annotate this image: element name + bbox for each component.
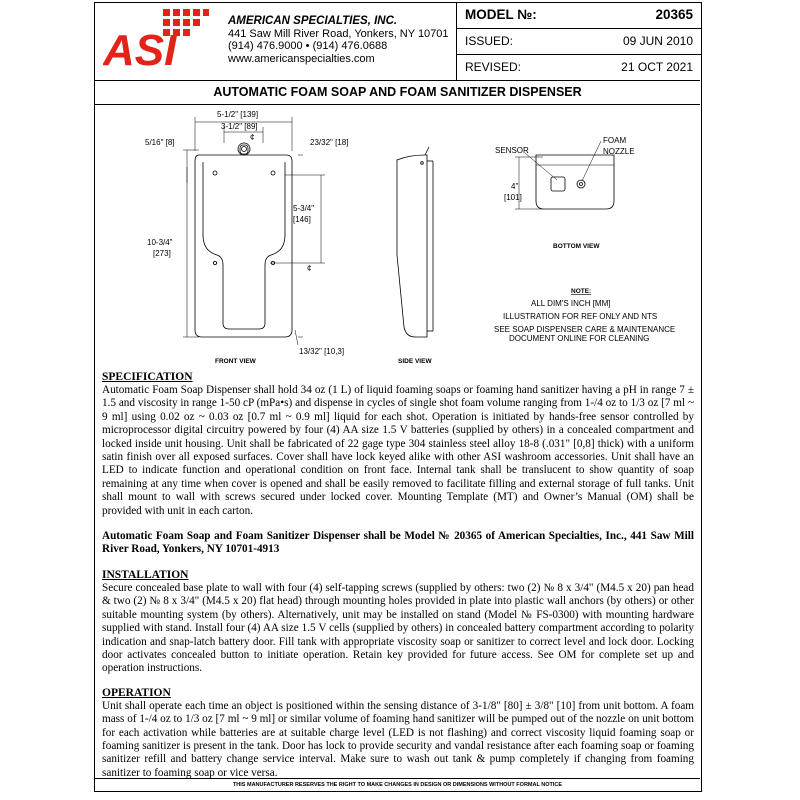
note-line-2: ILLUSTRATION FOR REF ONLY AND NTS bbox=[503, 312, 658, 321]
model-label: MODEL №: bbox=[465, 7, 537, 22]
specification-heading: SPECIFICATION bbox=[102, 371, 193, 383]
side-view bbox=[397, 147, 433, 337]
specification-body: Automatic Foam Soap Dispenser shall hold 34 oz (1 L) of liquid foaming soaps or foaming hand sanitizer having a pH in range 7 ± 1.5 and viscosity in range 1-50 cP (mPa•s) and dispense in cycles of single shot foam volume ranging from 1-/4 oz to 1/3 oz [7 ml ~ 9 ml] using 0.02 oz ~ 0.03 oz [0.7 ml ~ 0.9 ml] liquid for each shot. Operation is initiated by hands-free sensor controlled by microprocessor digital circuitry powered by four (4) AA size 1.5 V batteries (supplied by others) in a concealed compartment and locked inside unit housing. Unit shall be fabricated of 22 gage type 304 stainless steel alloy 18-8 (.031" [0,8] thick) with a uniform satin finish over all exposed surfaces. Cover shall have lock keyed alike with other ASI washroom accessories. Unit shall have an LED to indicate function and operational condition on front face. Internal tank shall be translucent to show quantity of soap remaining at any time when cover is opened and shall be easily removed to facilitate filling and external storage of full tanks. Unit shall mount to wall with screws secured under locked cover. Mounting Template (MT) and Owner’s Manual (OM) shall be provided with unit in each carton. bbox=[102, 384, 694, 517]
note-heading: NOTE: bbox=[571, 288, 592, 295]
note-line-1: ALL DIM'S INCH [MM] bbox=[531, 299, 611, 308]
front-dim-mid-b: [146] bbox=[293, 215, 311, 224]
front-view bbox=[183, 117, 325, 345]
front-view-label: FRONT VIEW bbox=[215, 358, 256, 365]
note-line-3: SEE SOAP DISPENSER CARE & MAINTENANCE bbox=[494, 325, 676, 334]
company-address: 441 Saw Mill River Road, Yonkers, NY 10701 bbox=[228, 27, 449, 40]
front-dim-height-b: [273] bbox=[153, 249, 171, 258]
bottom-view bbox=[515, 141, 614, 209]
issued-row bbox=[457, 29, 701, 55]
operation-heading: OPERATION bbox=[102, 686, 171, 699]
bottom-view-label: BOTTOM VIEW bbox=[553, 243, 600, 250]
body-text bbox=[102, 371, 694, 780]
logo-text: ASI bbox=[103, 26, 177, 69]
technical-drawing bbox=[95, 105, 700, 373]
model-row bbox=[457, 3, 701, 29]
company-phone: (914) 476.9000 • (914) 476.0688 bbox=[228, 40, 388, 52]
spec-sheet bbox=[94, 2, 702, 792]
company-name: AMERICAN SPECIALTIES, INC. bbox=[228, 15, 398, 27]
bottom-dim-a: 4" bbox=[511, 182, 519, 191]
company-block bbox=[228, 15, 449, 65]
front-dim-bottom: 13/32" [10,3] bbox=[299, 347, 345, 356]
note-line-4: DOCUMENT ONLINE FOR CLEANING bbox=[509, 334, 650, 343]
asi-logo bbox=[103, 9, 209, 69]
centerline-mark-1: ¢ bbox=[250, 133, 255, 142]
centerline-mark-2: ¢ bbox=[307, 264, 312, 273]
header bbox=[95, 3, 700, 81]
revised-value: 21 OCT 2021 bbox=[621, 60, 693, 74]
revised-row bbox=[457, 55, 701, 80]
foam-label-2: NOZZLE bbox=[603, 147, 635, 156]
company-website: www.americanspecialties.com bbox=[228, 52, 375, 65]
foam-label-1: FOAM bbox=[603, 136, 627, 145]
front-dim-mid-a: 5-3/4" bbox=[293, 204, 315, 213]
model-info-box bbox=[456, 3, 701, 80]
issued-value: 09 JUN 2010 bbox=[622, 34, 693, 48]
front-dim-top-right: 23/32" [18] bbox=[310, 138, 349, 147]
model-statement: Automatic Foam Soap and Foam Sanitizer Dispenser shall be Model № 20365 of American Specialties, Inc., 441 Saw Mill River Road, Yonkers, NY 10701-4913 bbox=[102, 530, 694, 556]
installation-heading: INSTALLATION bbox=[102, 568, 189, 581]
side-view-label: SIDE VIEW bbox=[398, 358, 432, 365]
operation-body: Unit shall operate each time an object is positioned within the sensing distance of 3-1/8" [80] ± 3/8" [10] from unit bottom. A foam mass of 1-/4 oz to 1/3 oz [7 ml ~ 9 ml] or similar volume of foaming hand sanitizer will be pumped out of the nozzle on unit bottom for each activation while batteries are at suitable charge level (LED is not flashing) and correct viscosity liquid foaming soap or foaming sanitizer is present in the tank. Door has lock to provide security and vandal resistance after each foaming soap or foaming sanitizer refill and battery change service interval. Make sure to wash out tank & pump completely if changing from foaming sanitizer to foaming soap or vice versa. bbox=[102, 699, 694, 779]
revised-label: REVISED: bbox=[465, 60, 522, 74]
installation-body: Secure concealed base plate to wall with four (4) self-tapping screws (supplied by others: two (2) № 8 x 3/4" (M4.5 x 20) pan head & two (2) № 8 x 3/4" (M4.5 x 20) flat head) through mounting holes provided in plate into plastic wall anchors (by others) or other suitable mounting system (by others). Alternatively, unit may be installed on stand (Model № FS-0300) with mounting hardware supplied with stand. Install four (4) AA size 1.5 V cells (supplied by others) in concealed battery compartment according to polarity indication and snap-latch battery door. Fill tank with appropriate viscosity soap or sanitizer to correct level and lock door. Locking door activates concealed button to initiate operation. Retain key provided for future access. See OM for complete set up and operation instructions. bbox=[102, 581, 694, 675]
sensor-label: SENSOR bbox=[495, 146, 529, 155]
front-dim-height-a: 10-3/4" bbox=[147, 238, 173, 247]
front-dim-width-inner: 3-1/2" [89] bbox=[221, 122, 258, 131]
document-title: AUTOMATIC FOAM SOAP AND FOAM SANITIZER DISPENSER bbox=[95, 80, 700, 105]
front-dim-top-left: 5/16" [8] bbox=[145, 138, 175, 147]
footer-disclaimer: THIS MANUFACTURER RESERVES THE RIGHT TO MAKE CHANGES IN DESIGN OR DIMENSIONS WITHOUT FORMAL NOTICE bbox=[95, 778, 700, 791]
model-value: 20365 bbox=[655, 7, 693, 22]
front-dim-width-outer: 5-1/2" [139] bbox=[217, 110, 259, 119]
issued-label: ISSUED: bbox=[465, 34, 514, 48]
bottom-dim-b: [101] bbox=[504, 193, 522, 202]
